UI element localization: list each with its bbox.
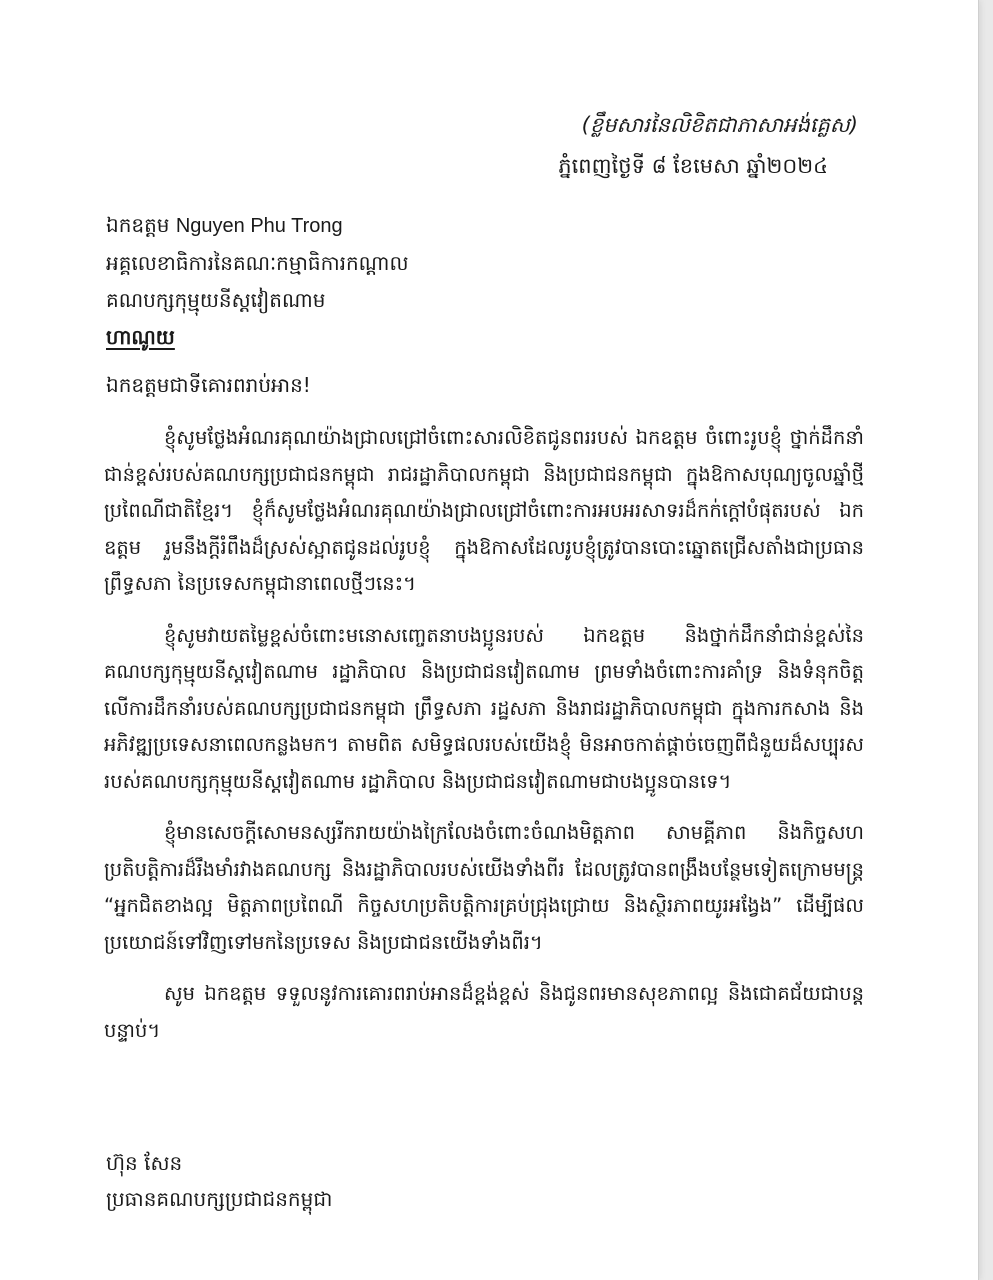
body-paragraph-2: ខ្ញុំសូមវាយតម្លៃខ្ពស់ចំពោះមនោសញ្ចេតនាបងប្អូនរបស់ ឯកឧត្តម និងថ្នាក់ដឹកនាំជាន់ខ្ពស់នៃគណបក្សកុម្មុយនីស្តវៀតណាម រដ្ឋាភិបាល និងប្រជាជនវៀតណាម ព្រមទាំងចំពោះការគាំទ្រ និងទំនុកចិត្តលើការដឹកនាំរបស់គណបក្សប្រជាជនកម្ពុជា ព្រឹទ្ធសភា រដ្ឋសភា និងរាជរដ្ឋាភិបាលកម្ពុជា ក្នុងការកសាង និងអភិវឌ្ឍប្រទេសនាពេលកន្លងមក។ តាមពិត សមិទ្ធផលរបស់យើងខ្ញុំ មិនអាចកាត់ផ្តាច់ចេញពីជំនួយដ៏សប្បុរសរបស់គណបក្សកុម្មុយនីស្តវៀតណាម រដ្ឋាភិបាល និងប្រជាជនវៀតណាមជាបងប្អូនបានទេ។ (104, 623, 864, 793)
signature-block (106, 1145, 332, 1217)
body-paragraph-1: ខ្ញុំសូមថ្លែងអំណរគុណយ៉ាងជ្រាលជ្រៅចំពោះសារលិខិតជូនពររបស់ ឯកឧត្តម ចំពោះរូបខ្ញុំ ថ្នាក់ដឹកនាំជាន់ខ្ពស់របស់គណបក្សប្រជាជនកម្ពុជា រាជរដ្ឋាភិបាលកម្ពុជា និងប្រជាជនកម្ពុជា ក្នុងឱកាសបុណ្យចូលឆ្នាំថ្មីប្រពៃណីជាតិខ្មែរ។ ខ្ញុំក៏សូមថ្លែងអំណរគុណយ៉ាងជ្រាលជ្រៅចំពោះការអបអរសាទរដ៏កក់ក្តៅបំផុតរបស់ ឯកឧត្តម រួមនឹងក្តីរំពឹងដ៏ស្រស់ស្អាតជូនដល់រូបខ្ញុំ ក្នុងឱកាសដែលរូបខ្ញុំត្រូវបានបោះឆ្នោតជ្រើសតាំងជាប្រធានព្រឹទ្ធសភា នៃប្រទេសកម្ពុជានាពេលថ្មីៗនេះ។ (104, 426, 864, 595)
recipient-line (106, 207, 409, 245)
letter-body (104, 420, 864, 1064)
body-paragraph-4: សូម ឯកឧត្តម ទទួលនូវការគោរពរាប់អានដ៏ខ្ពង់ខ្ពស់ និងជូនពរមានសុខភាពល្អ និងជោគជ័យជាបន្តបន្ទាប់។ (104, 982, 864, 1042)
place-date: ភ្នំពេញថ្ងៃទី ៨ ខែមេសា ឆ្នាំ២០២៤ (558, 154, 828, 178)
salutation: ឯកឧត្តមជាទីគោរពរាប់អាន! (106, 373, 311, 397)
recipient-block (106, 207, 409, 356)
translation-note: (ខ្លឹមសារនៃលិខិតជាភាសាអង់គ្លេស) (581, 113, 858, 137)
recipient-title: អគ្គលេខាធិការនៃគណៈកម្មាធិការកណ្តាល (106, 251, 409, 275)
recipient-city: ហាណូយ (106, 325, 175, 349)
signatory-title: ប្រធានគណបក្សប្រជាជនកម្ពុជា (106, 1187, 333, 1211)
body-paragraph-3: ខ្ញុំមានសេចក្តីសោមនស្សរីករាយយ៉ាងក្រៃលែងចំពោះចំណងមិត្តភាព សាមគ្គីភាព និងកិច្ចសហប្រតិបត្តិការដ៏រឹងមាំរវាងគណបក្ស និងរដ្ឋាភិបាលរបស់យើងទាំងពីរ ដែលត្រូវបានពង្រឹងបន្ថែមទៀតក្រោមមន្ត្រ “អ្នកជិតខាងល្អ មិត្តភាពប្រពៃណី កិច្ចសហប្រតិបត្តិការគ្រប់ជ្រុងជ្រោយ និងស្ថិរភាពយូរអង្វែង” ដើម្បីផលប្រយោជន៍ទៅវិញទៅមកនៃប្រទេស និងប្រជាជនយើងទាំងពីរ។ (104, 821, 864, 954)
recipient-honorific: ឯកឧត្តម (106, 213, 170, 237)
signatory-name: ហ៊ុន សែន (106, 1151, 183, 1175)
recipient-party: គណបក្សកុម្មុយនីស្តវៀតណាម (106, 288, 326, 312)
recipient-name: Nguyen Phu Trong (175, 215, 343, 237)
